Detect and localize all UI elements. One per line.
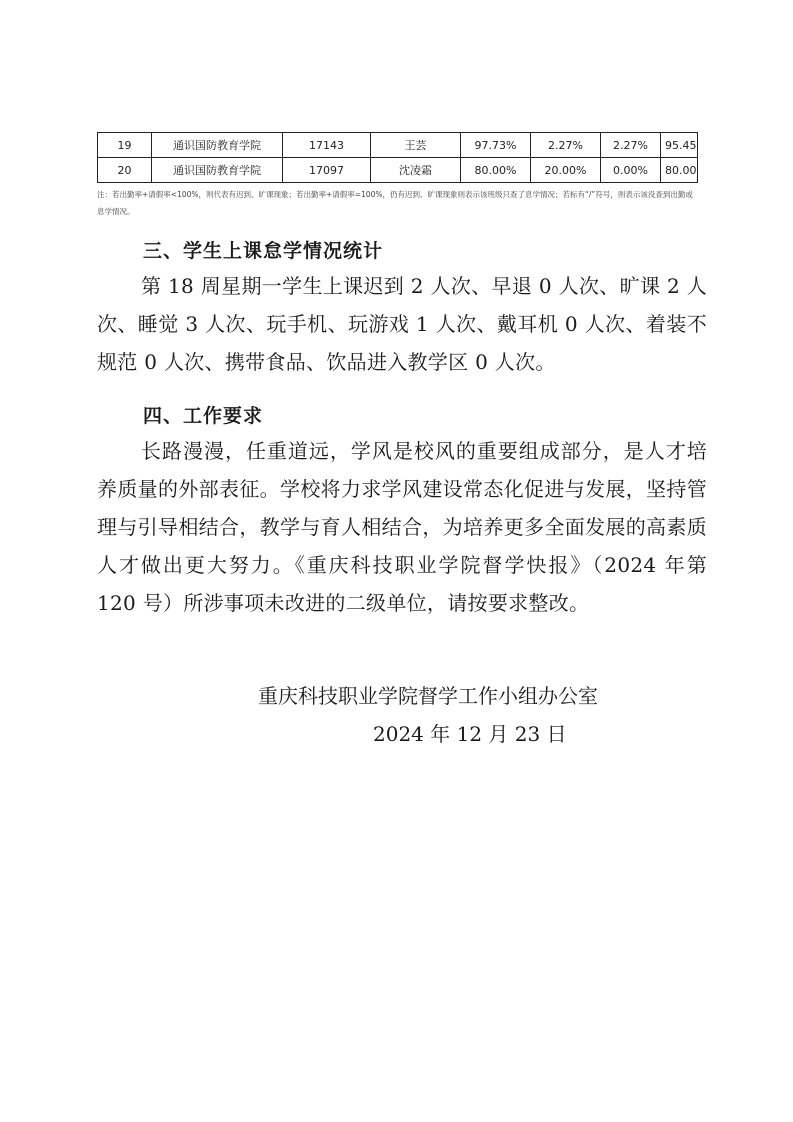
table-cell: 20	[98, 158, 152, 183]
table-row	[98, 133, 698, 158]
table-cell: 2.27%	[531, 133, 601, 158]
attendance-table	[97, 132, 698, 183]
table-cell: 王芸	[371, 133, 461, 158]
table-note: 注：若出勤率+请假率<100%，则代表有迟到、旷课现象；若出勤率+请假率=100%，仍有迟到、旷课现象则表示该班级只查了息学情况；若标有“/”符号，则表示该没查到出勤或息学情况。	[97, 190, 693, 216]
table-cell: 97.73%	[461, 133, 531, 158]
table-cell: 95.45	[661, 133, 698, 158]
table-cell: 17097	[283, 158, 371, 183]
table-cell: 通识国防教育学院	[152, 158, 283, 183]
table-cell: 80.00%	[461, 158, 531, 183]
section-heading-4: 四、工作要求	[143, 405, 264, 427]
table-row	[98, 158, 698, 183]
signature-date: 2024 年 12 月 23 日	[373, 722, 567, 746]
section-heading-3: 三、学生上课怠学情况统计	[143, 240, 384, 262]
table-cell: 0.00%	[601, 158, 661, 183]
table-cell: 20.00%	[531, 158, 601, 183]
table-cell: 19	[98, 133, 152, 158]
table-cell: 17143	[283, 133, 371, 158]
table-cell: 80.00	[661, 158, 698, 183]
table-cell: 沈凌霜	[371, 158, 461, 183]
table-cell: 2.27%	[601, 133, 661, 158]
section-body-4: 长路漫漫，任重道远，学风是校风的重要组成部分，是人才培养质量的外部表征。学校将力求学风建设常态化促进与发展，坚持管理与引导相结合，教学与育人相结合，为培养更多全面发展的高素质人才做出更大努力。《重庆科技职业学院督学快报》（2024 年第 120 号）所涉事项未改进的二级单位，请按要求整改。	[97, 439, 707, 615]
section-body-3: 第 18 周星期一学生上课迟到 2 人次、早退 0 人次、旷课 2 人次、睡觉 3 人次、玩手机、玩游戏 1 人次、戴耳机 0 人次、着装不规范 0 人次、携带食品、饮品进入教学区 0 人次。	[97, 274, 707, 374]
table-cell: 通识国防教育学院	[152, 133, 283, 158]
signature-office: 重庆科技职业学院督学工作小组办公室	[258, 684, 598, 708]
